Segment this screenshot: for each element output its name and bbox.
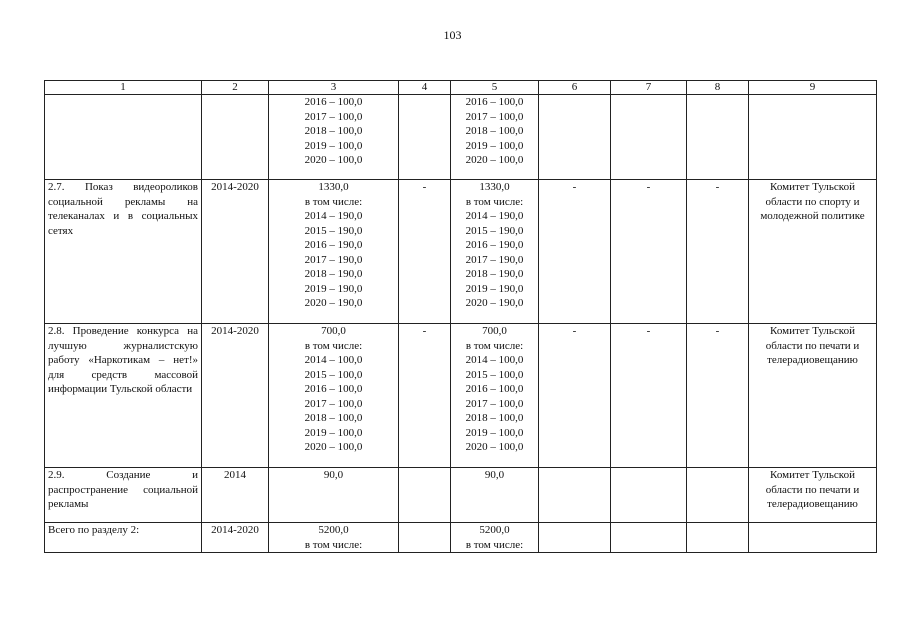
value-line: 2016 – 100,0 xyxy=(304,96,363,108)
value-line: 2015 – 100,0 xyxy=(465,368,524,381)
value-line: в том числе: xyxy=(304,538,363,551)
cell-col3 xyxy=(269,468,399,523)
value-line: 2020 – 100,0 xyxy=(304,154,363,166)
value-line: 1330,0 xyxy=(318,181,349,193)
value-line: 2016 – 190,0 xyxy=(304,239,363,251)
value-line: 2017 – 100,0 xyxy=(465,397,524,410)
cell-executor xyxy=(749,523,877,553)
value-line: 2014 – 190,0 xyxy=(304,210,363,222)
value-line: 2016 – 100,0 xyxy=(465,383,524,395)
cell-col3 xyxy=(269,180,399,324)
cell-period: 2014-2020 xyxy=(202,180,269,324)
table-row-2-9 xyxy=(45,468,877,523)
page-number: 103 xyxy=(443,28,462,42)
value-line: 2019 – 100,0 xyxy=(304,139,363,152)
value-line: в том числе: xyxy=(465,538,524,551)
cell-col5 xyxy=(451,468,539,523)
cell-col3 xyxy=(269,95,399,180)
cell-name: 2.8. Проведение конкурса на лучшую журналистскую работу «Наркотикам – нет!» для средств массовой информации Тульской области xyxy=(45,324,202,468)
value-line: 2016 – 100,0 xyxy=(304,383,363,395)
value-line: 2017 – 190,0 xyxy=(304,253,363,266)
cell-name xyxy=(45,95,202,180)
value-line: 2019 – 100,0 xyxy=(465,139,524,152)
header-row xyxy=(45,81,877,95)
table-row-2-7 xyxy=(45,180,877,324)
col-header-7: 7 xyxy=(611,81,687,95)
value-line: 2014 – 100,0 xyxy=(304,354,363,366)
cell-col5 xyxy=(451,95,539,180)
cell-col5 xyxy=(451,180,539,324)
value-line: 2019 – 100,0 xyxy=(304,426,363,439)
value-line: 2017 – 100,0 xyxy=(304,110,363,123)
value-line: в том числе: xyxy=(465,339,524,352)
value-line: 2014 – 190,0 xyxy=(465,210,524,222)
value-line: 700,0 xyxy=(321,325,346,337)
cell-col3 xyxy=(269,324,399,468)
col-header-3: 3 xyxy=(269,81,399,95)
col-header-9: 9 xyxy=(749,81,877,95)
cell-period: 2014 xyxy=(202,468,269,523)
value-line: 2018 – 100,0 xyxy=(465,412,524,424)
cell-col4: - xyxy=(399,324,451,468)
value-line: 2015 – 190,0 xyxy=(304,224,363,237)
cell-col5 xyxy=(451,523,539,553)
cell-col8: - xyxy=(687,180,749,324)
cell-name: 2.7. Показ видеороликов социальной рекламы на телеканалах и в социальных сетях xyxy=(45,180,202,324)
cell-col8 xyxy=(687,95,749,180)
value-line: в том числе: xyxy=(304,339,363,352)
cell-col6: - xyxy=(539,324,611,468)
value-line: 2017 – 190,0 xyxy=(465,253,524,266)
value-line: 2015 – 190,0 xyxy=(465,224,524,237)
cell-col6 xyxy=(539,523,611,553)
cell-col7: - xyxy=(611,324,687,468)
cell-col6 xyxy=(539,468,611,523)
value-line: 2016 – 100,0 xyxy=(465,96,524,108)
cell-col7 xyxy=(611,95,687,180)
value-line: 5200,0 xyxy=(479,524,510,536)
value-line: 2020 – 100,0 xyxy=(304,441,363,453)
value-line: 2019 – 190,0 xyxy=(465,282,524,295)
cell-col6: - xyxy=(539,180,611,324)
col-header-6: 6 xyxy=(539,81,611,95)
value-line: 90,0 xyxy=(484,469,505,481)
value-line: 2020 – 100,0 xyxy=(465,441,524,453)
cell-name: Всего по разделу 2: xyxy=(45,523,202,553)
value-line: 2018 – 100,0 xyxy=(304,412,363,424)
cell-col8 xyxy=(687,468,749,523)
cell-col4 xyxy=(399,523,451,553)
table-row-continuation xyxy=(45,95,877,180)
cell-executor: Комитет Тульской области по спорту и молодежной политике xyxy=(749,180,877,324)
cell-col6 xyxy=(539,95,611,180)
cell-executor xyxy=(749,95,877,180)
cell-col8: - xyxy=(687,324,749,468)
cell-col5 xyxy=(451,324,539,468)
value-line: 5200,0 xyxy=(318,524,349,536)
table-row-total xyxy=(45,523,877,553)
col-header-4: 4 xyxy=(399,81,451,95)
value-line: в том числе: xyxy=(465,195,524,208)
cell-executor: Комитет Тульской области по печати и телерадиовещанию xyxy=(749,468,877,523)
value-line: 2017 – 100,0 xyxy=(465,110,524,123)
value-line: 2019 – 100,0 xyxy=(465,426,524,439)
cell-col7 xyxy=(611,523,687,553)
cell-col4 xyxy=(399,468,451,523)
col-header-1: 1 xyxy=(45,81,202,95)
col-header-2: 2 xyxy=(202,81,269,95)
cell-col7: - xyxy=(611,180,687,324)
value-line: 1330,0 xyxy=(479,181,510,193)
value-line: 700,0 xyxy=(482,325,507,337)
cell-col7 xyxy=(611,468,687,523)
value-line: 2014 – 100,0 xyxy=(465,354,524,366)
cell-col4 xyxy=(399,95,451,180)
cell-period xyxy=(202,95,269,180)
cell-period: 2014-2020 xyxy=(202,523,269,553)
col-header-8: 8 xyxy=(687,81,749,95)
col-header-5: 5 xyxy=(451,81,539,95)
cell-name: 2.9. Создание и распространение социальной рекламы xyxy=(45,468,202,523)
value-line: 2015 – 100,0 xyxy=(304,368,363,381)
cell-col3 xyxy=(269,523,399,553)
cell-col4: - xyxy=(399,180,451,324)
value-line: 2018 – 190,0 xyxy=(465,268,524,280)
budget-table xyxy=(44,80,877,553)
value-line: 2017 – 100,0 xyxy=(304,397,363,410)
value-line: 2020 – 190,0 xyxy=(465,297,524,309)
cell-executor: Комитет Тульской области по печати и телерадиовещанию xyxy=(749,324,877,468)
value-line: 2018 – 100,0 xyxy=(465,125,524,137)
value-line: 2020 – 190,0 xyxy=(304,297,363,309)
value-line: 2020 – 100,0 xyxy=(465,154,524,166)
value-line: 2018 – 190,0 xyxy=(304,268,363,280)
value-line: 90,0 xyxy=(323,469,344,481)
table-row-2-8 xyxy=(45,324,877,468)
value-line: 2019 – 190,0 xyxy=(304,282,363,295)
cell-col8 xyxy=(687,523,749,553)
value-line: 2016 – 190,0 xyxy=(465,239,524,251)
value-line: 2018 – 100,0 xyxy=(304,125,363,137)
value-line: в том числе: xyxy=(304,195,363,208)
cell-period: 2014-2020 xyxy=(202,324,269,468)
